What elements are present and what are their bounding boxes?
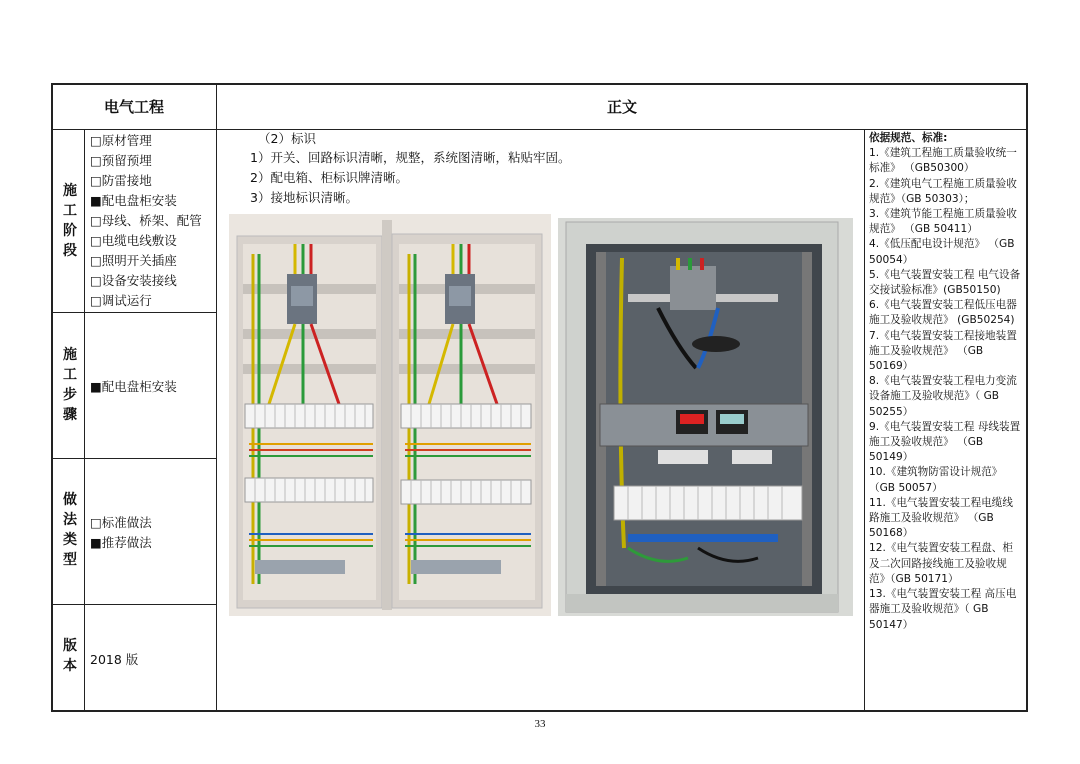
list-item: □设备安装接线	[90, 273, 177, 288]
reference-list	[869, 131, 1021, 633]
body-line: 1）开关、回路标识清晰，规整，系统图清晰，粘贴牢固。	[250, 150, 571, 165]
steps-value: ■配电盘柜安装	[90, 379, 177, 394]
reference-item: 7.《电气装置安装工程接地装置施工及验收规范》 （GB 50169）	[869, 329, 1017, 373]
version-value: 2018 版	[90, 652, 139, 667]
reference-item: 4.《低压配电设计规范》 （GB 50054）	[869, 238, 1015, 266]
main-header-title: 正文	[606, 98, 637, 116]
method-label: 做 法 类 型	[63, 492, 77, 568]
page-number: 33	[534, 718, 546, 730]
list-item: □预留预埋	[90, 153, 152, 168]
header-divider	[52, 129, 1027, 130]
list-item: □照明开关插座	[90, 253, 177, 268]
row-divider-3	[52, 604, 216, 605]
stage-label: 施 工 阶 段	[63, 183, 77, 259]
reference-title: 依据规范、标准:	[869, 132, 948, 144]
cabinet-photo-left	[229, 214, 551, 616]
col-divider-left	[216, 84, 217, 711]
list-item: ■推荐做法	[90, 535, 152, 550]
list-item: □防雷接地	[90, 173, 152, 188]
stage-list	[90, 131, 202, 311]
body-line: 2）配电箱、柜标识牌清晰。	[250, 170, 408, 185]
row-divider-2	[52, 458, 216, 459]
reference-item: 8.《电气装置安装工程电力变流设备施工及验收规范》（ GB 50255）	[869, 375, 1017, 418]
list-item: □电缆电线敷设	[90, 233, 177, 248]
cabinet-photo-right	[558, 218, 853, 616]
list-item: □原材管理	[90, 133, 152, 148]
reference-item: 5.《电气装置安装工程 电气设备交接试验标准》(GB50150)	[869, 268, 1021, 297]
reference-item: 10.《建筑物防雷设计规范》 （GB 50057）	[869, 466, 1003, 494]
reference-item: 9.《电气装置安装工程 母线装置施工及验收规范》 （GB 50149）	[869, 420, 1021, 464]
col-divider-refs	[864, 130, 865, 711]
reference-item: 1.《建筑工程施工质量验收统一标准》 （GB50300）	[869, 147, 1017, 175]
list-item: ■配电盘柜安装	[90, 193, 177, 208]
reference-item: 2.《建筑电气工程施工质量验收规范》（GB 50303）；	[869, 177, 1017, 205]
version-label: 版 本	[63, 638, 77, 674]
method-list	[90, 513, 152, 553]
list-item: □调试运行	[90, 293, 152, 308]
list-item: □标准做法	[90, 515, 152, 530]
section-heading: （2）标识	[258, 131, 316, 146]
reference-item: 3.《建筑节能工程施工质量验收规范》 （GB 50411）	[869, 208, 1017, 236]
reference-item: 6.《电气装置安装工程低压电器施工及验收规范》 (GB50254)	[869, 299, 1017, 327]
main-lines	[250, 148, 570, 208]
body-line: 3）接地标识清晰。	[250, 190, 358, 205]
steps-label: 施 工 步 骤	[63, 347, 77, 423]
list-item: □母线、桥架、配管	[90, 213, 202, 228]
row-divider-1	[52, 312, 216, 313]
left-header-title: 电气工程	[103, 98, 164, 116]
reference-item: 12.《电气装置安装工程盘、柜及二次回路接线施工及验收规范》（GB 50171）	[869, 542, 1013, 585]
reference-item: 11.《电气装置安装工程电缆线路施工及验收规范》 （GB 50168）	[869, 496, 1013, 540]
reference-item: 13.《电气装置安装工程 高压电器施工及验收规范》（ GB 50147）	[869, 588, 1017, 631]
